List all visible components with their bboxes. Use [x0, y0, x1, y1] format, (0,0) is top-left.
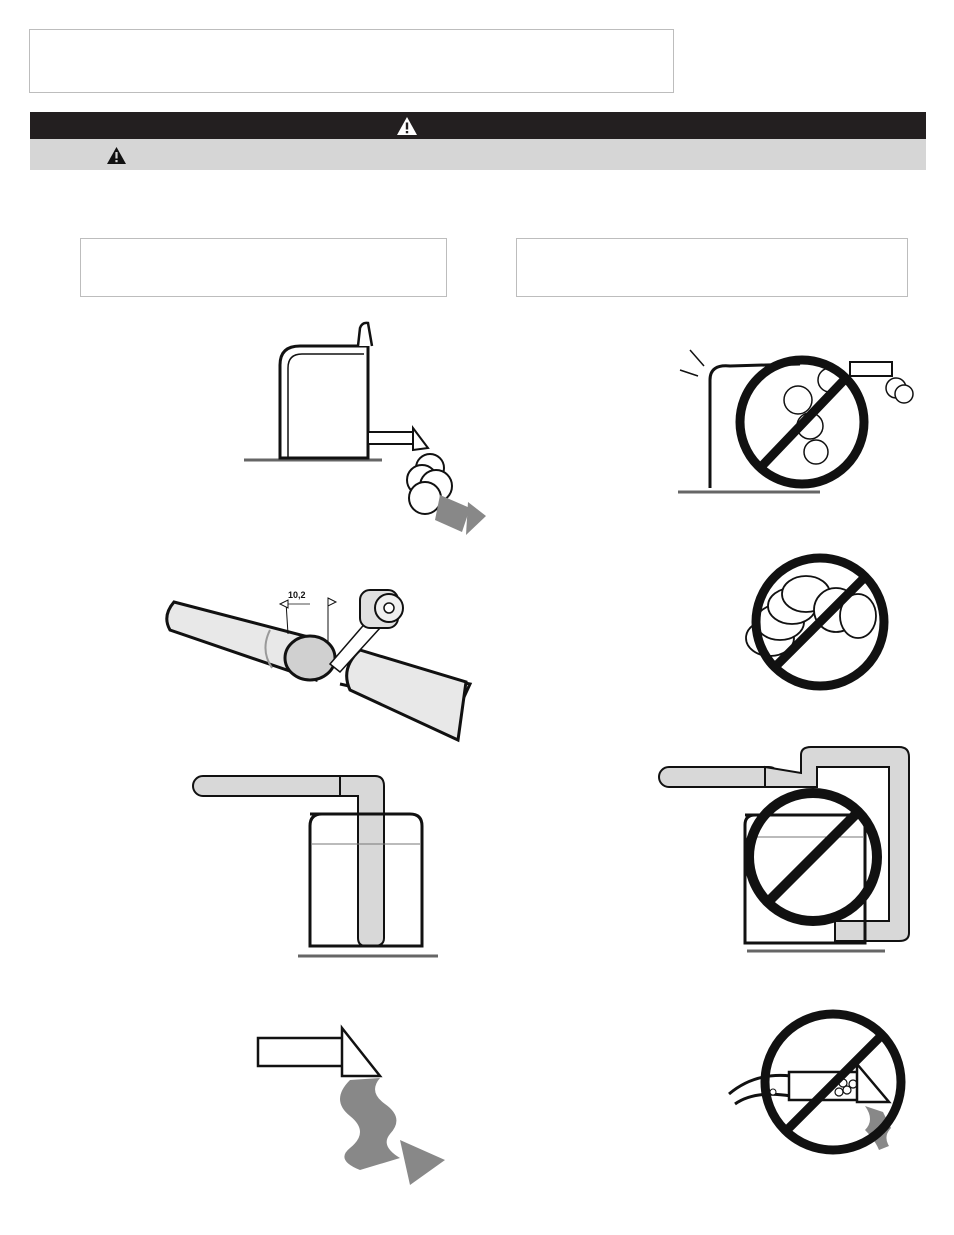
warning-banner-dark — [30, 112, 926, 139]
exhaust-hood-correct-illustration — [250, 1020, 450, 1190]
crushed-duct-prohibited-illustration — [670, 340, 930, 500]
coiled-duct-prohibited-illustration — [740, 548, 900, 698]
warning-banner-light — [30, 139, 926, 170]
clogged-hood-prohibited-illustration — [725, 1010, 915, 1170]
warning-triangle-small-icon — [106, 146, 127, 165]
left-column-box — [80, 238, 447, 297]
header-box — [29, 29, 674, 93]
warning-triangle-icon — [396, 116, 418, 136]
tape-dimension-label: 10,2 — [288, 590, 306, 600]
duct-tape-joint-illustration — [160, 580, 480, 750]
dryer-vent-correct-illustration — [240, 320, 490, 535]
right-column-box — [516, 238, 908, 297]
duct-routing-correct-illustration — [190, 770, 450, 960]
duct-routing-prohibited-illustration — [655, 745, 915, 955]
